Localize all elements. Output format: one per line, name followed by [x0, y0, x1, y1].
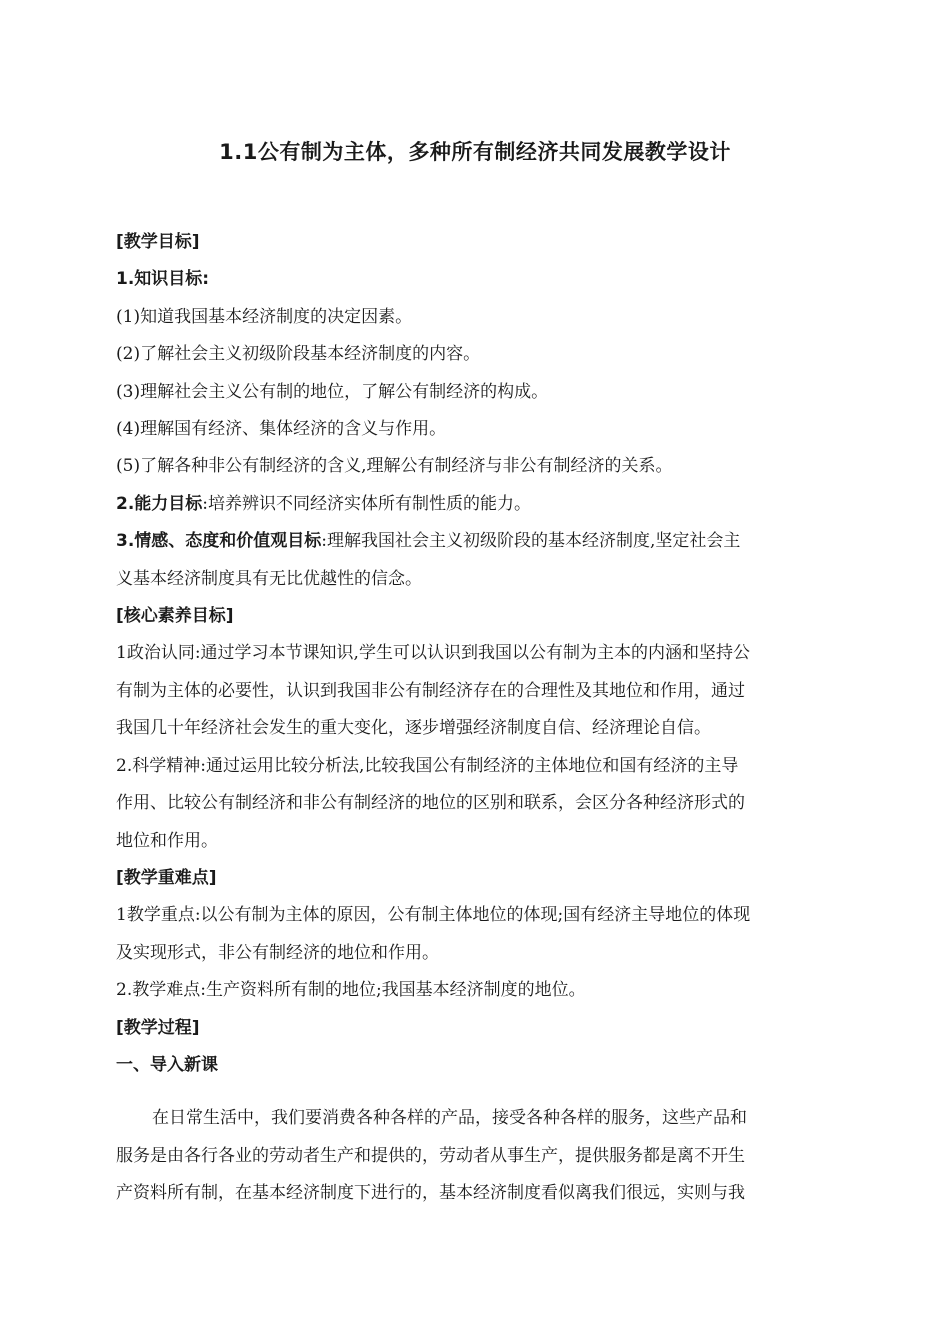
ability-goal-text: :培养辨识不同经济实体所有制性质的能力。	[202, 493, 532, 514]
ability-goal-label: 2.能力目标	[116, 493, 203, 514]
knowledge-item: (1)知道我国基本经济制度的决定因素。	[116, 306, 413, 327]
emotion-goal-label: 3.情感、态度和价值观目标	[116, 531, 322, 552]
emotion-goal-text: :理解我国社会主义初级阶段的基本经济制度,坚定社会主	[321, 531, 741, 552]
core-goal-2-line: 2.科学精神:通过运用比较分析法,比较我国公有制经济的主体地位和国有经济的主导	[116, 755, 739, 776]
intro-paragraph-line: 在日常生活中，我们要消费各种各样的产品，接受各种各样的服务，这些产品和	[152, 1108, 747, 1129]
core-goal-1-line: 有制为主体的必要性，认识到我国非公有制经济存在的合理性及其地位和作用，通过	[116, 680, 745, 701]
intro-heading: 一、导入新课	[116, 1054, 218, 1075]
knowledge-item: (4)理解国有经济、集体经济的含义与作用。	[116, 419, 447, 440]
ability-goal	[116, 486, 838, 523]
knowledge-item: (5)了解各种非公有制经济的含义,理解公有制经济与非公有制经济的关系。	[116, 456, 673, 477]
section-heading-process: [教学过程]	[116, 1017, 200, 1038]
keypoint-1-line: 1教学重点:以公有制为主体的原因，公有制主体地位的体现;国有经济主导地位的体现	[116, 905, 751, 926]
section-heading-core: [核心素养目标]	[116, 606, 234, 627]
paragraph-gap	[116, 1084, 838, 1100]
document-body	[116, 224, 838, 1213]
knowledge-item: (2)了解社会主义初级阶段基本经济制度的内容。	[116, 344, 481, 365]
intro-paragraph-line: 服务是由各行各业的劳动者生产和提供的，劳动者从事生产，提供服务都是离不开生	[116, 1145, 745, 1166]
keypoint-2: 2.教学难点:生产资料所有制的地位;我国基本经济制度的地位。	[116, 980, 586, 1001]
emotion-goal	[116, 523, 838, 560]
intro-paragraph-line: 产资料所有制，在基本经济制度下进行的，基本经济制度看似离我们很远，实则与我	[116, 1183, 745, 1204]
section-heading-goals: [教学目标]	[116, 232, 200, 252]
core-goal-1-line: 我国几十年经济社会发生的重大变化，逐步增强经济制度自信、经济理论自信。	[116, 718, 711, 739]
emotion-goal-continued: 义基本经济制度具有无比优越性的信念。	[116, 568, 422, 589]
keypoint-1-line: 及实现形式，非公有制经济的地位和作用。	[116, 942, 439, 963]
core-goal-2-line: 地位和作用。	[116, 830, 218, 851]
knowledge-goals-heading: 1.知识目标:	[116, 269, 210, 290]
knowledge-item: (3)理解社会主义公有制的地位，了解公有制经济的构成。	[116, 381, 549, 402]
core-goal-1-line: 1政治认同:通过学习本节课知识,学生可以认识到我国以公有制为主本的内涵和坚持公	[116, 643, 750, 664]
document-title: 1.1公有制为主体，多种所有制经济共同发展教学设计	[219, 140, 731, 164]
section-heading-keypoints: [教学重难点]	[116, 867, 217, 888]
core-goal-2-line: 作用、比较公有制经济和非公有制经济的地位的区别和联系，会区分各种经济形式的	[116, 793, 745, 814]
